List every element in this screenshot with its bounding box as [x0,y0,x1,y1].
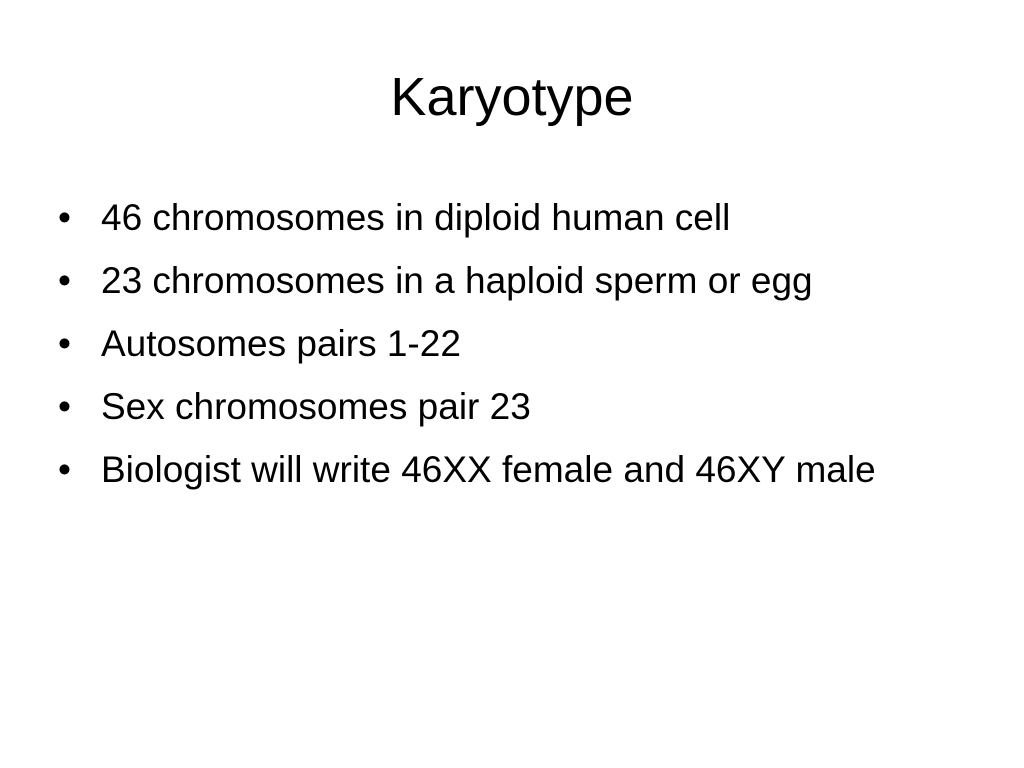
bullet-text: Sex chromosomes pair 23 [101,386,531,427]
slide-title: Karyotype [390,67,634,127]
bullet-text: Biologist will write 46XX female and 46XY male [101,449,876,490]
bullet-item [58,442,968,497]
bullet-text: 46 chromosomes in diploid human cell [101,197,731,238]
bullet-icon: • [58,197,71,238]
bullet-text: 23 chromosomes in a haploid sperm or egg [101,260,813,301]
bullet-icon: • [58,386,71,427]
bullet-item [58,379,968,434]
bullet-item [58,190,968,245]
bullet-icon: • [58,449,71,490]
bullet-text: Autosomes pairs 1-22 [101,323,461,364]
bullet-item [58,253,968,308]
bullet-item [58,316,968,371]
bullet-icon: • [58,323,71,364]
bullet-list [58,190,968,505]
bullet-icon: • [58,260,71,301]
